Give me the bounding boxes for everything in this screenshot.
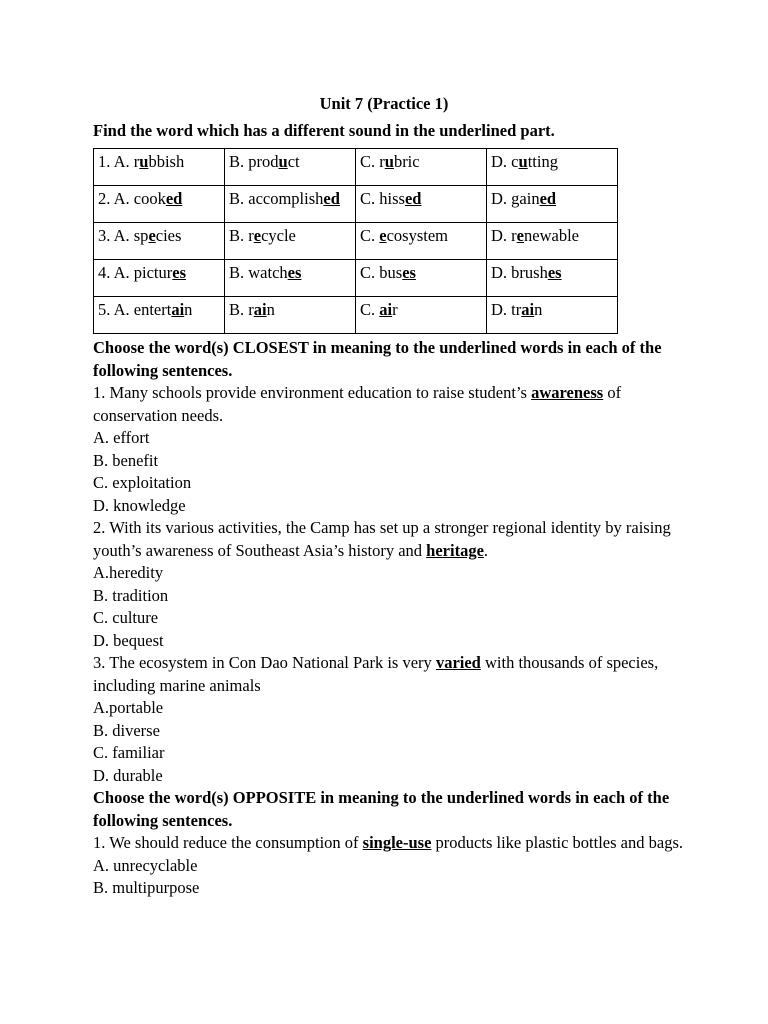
option-text: D. c — [491, 152, 519, 171]
table-row — [94, 223, 618, 260]
option-text: 5. A. entert — [98, 300, 172, 319]
answer-option: B. multipurpose — [93, 878, 200, 897]
question-stem: of conservation needs. — [93, 383, 622, 425]
option-text: n — [534, 300, 543, 319]
option-text: bbish — [148, 152, 185, 171]
underlined-part: e — [148, 226, 156, 245]
question-stem: . — [483, 540, 489, 560]
section1-instruction: Find the word which has a different sound in the underlined part. — [93, 120, 555, 140]
answer-option-cell — [356, 223, 487, 260]
option-text: 1. A. r — [98, 152, 140, 171]
underlined-part: ed — [323, 189, 340, 208]
underlined-part: u — [139, 152, 149, 171]
answer-option-cell — [94, 223, 225, 260]
option-text: newable — [524, 226, 579, 245]
underlined-part: ed — [165, 189, 183, 208]
underlined-part: u — [384, 152, 394, 171]
answer-option: A.portable — [93, 698, 164, 717]
underlined-part: es — [547, 263, 562, 282]
answer-option-cell — [225, 149, 356, 186]
answer-option: B. diverse — [93, 720, 160, 740]
option-text: r — [392, 300, 398, 319]
table-row — [94, 149, 618, 186]
answer-option: D. bequest — [93, 630, 164, 650]
underlined-word: awareness — [531, 383, 604, 402]
answer-option-cell — [356, 149, 487, 186]
option-text: 4. A. pictur — [98, 263, 173, 282]
answer-option-cell — [487, 297, 618, 334]
question-stem: 1. We should reduce the consumption of — [93, 833, 363, 852]
page-title: Unit 7 (Practice 1) — [319, 94, 449, 113]
option-text: B. accomplish — [229, 189, 324, 208]
answer-option: D. durable — [93, 765, 163, 785]
option-text: 2. A. cook — [98, 189, 166, 208]
section3-questions — [93, 832, 683, 900]
sound-table — [93, 148, 618, 334]
option-text: 3. A. sp — [98, 226, 149, 245]
answer-option-cell — [225, 260, 356, 297]
table-row — [94, 297, 618, 334]
section3-instruction: Choose the word(s) OPPOSITE in meaning to the underlined words in each of the following sentences. — [93, 788, 670, 830]
underlined-part: u — [278, 152, 288, 171]
question-text — [93, 517, 683, 562]
option-text: C. — [360, 300, 380, 319]
option-text: cosystem — [386, 226, 449, 245]
question-stem: 3. The ecosystem in Con Dao National Park is very — [93, 653, 436, 672]
option-text: cies — [155, 226, 182, 245]
answer-option: B. benefit — [93, 450, 159, 470]
underlined-word: single-use — [362, 833, 432, 852]
underlined-part: ed — [539, 189, 557, 208]
option-text: D. tr — [491, 300, 522, 319]
answer-option-cell — [487, 223, 618, 260]
answer-option-cell — [487, 260, 618, 297]
answer-option: A. unrecyclable — [93, 855, 198, 875]
question-text — [93, 652, 683, 697]
option-text: C. r — [360, 152, 385, 171]
answer-option: C. culture — [93, 608, 159, 627]
option-text: n — [266, 300, 275, 319]
option-text: C. bus — [360, 263, 403, 282]
answer-option-cell — [356, 260, 487, 297]
answer-option-cell — [94, 149, 225, 186]
answer-option-cell — [225, 223, 356, 260]
underlined-part: e — [516, 226, 524, 245]
answer-option: B. tradition — [93, 585, 169, 605]
underlined-part: es — [287, 263, 302, 282]
answer-option-cell — [94, 297, 225, 334]
underlined-part: ai — [171, 300, 185, 319]
option-text: D. brush — [491, 263, 548, 282]
question-text — [93, 382, 683, 427]
option-text: ct — [287, 152, 300, 171]
underlined-word: varied — [435, 653, 481, 672]
underlined-part: u — [518, 152, 528, 171]
section2-questions — [93, 382, 683, 787]
answer-option-cell — [356, 186, 487, 223]
answer-option: C. exploitation — [93, 473, 192, 492]
answer-option: A. effort — [93, 428, 150, 447]
option-text: D. gain — [491, 189, 540, 208]
underlined-part: ai — [379, 300, 393, 319]
underlined-part: e — [379, 226, 387, 245]
question-text — [93, 832, 683, 855]
option-text: bric — [393, 152, 420, 171]
option-text: cycle — [261, 226, 296, 245]
answer-option-cell — [94, 186, 225, 223]
answer-option: D. knowledge — [93, 495, 186, 515]
underlined-part: es — [172, 263, 186, 282]
option-text: B. r — [229, 226, 254, 245]
option-text: C. hiss — [360, 189, 405, 208]
answer-option-cell — [487, 186, 618, 223]
option-text: B. prod — [229, 152, 279, 171]
question-stem: 2. With its various activities, the Camp has set up a stronger regional identity by raising youth’s awareness of Southeast Asia’s history and — [93, 518, 671, 560]
underlined-part: es — [402, 263, 416, 282]
underlined-part: ai — [253, 300, 267, 319]
underlined-part: ai — [521, 300, 535, 319]
answer-option-cell — [487, 149, 618, 186]
underlined-part: ed — [404, 189, 422, 208]
answer-option-cell — [94, 260, 225, 297]
answer-option-cell — [356, 297, 487, 334]
table-row — [94, 260, 618, 297]
document-body — [93, 93, 683, 900]
option-text: B. watch — [229, 263, 288, 282]
answer-option: C. familiar — [93, 743, 165, 762]
table-row — [94, 186, 618, 223]
option-text: D. r — [491, 226, 517, 245]
underlined-word: heritage — [426, 540, 484, 560]
question-stem: products like plastic bottles and bags. — [431, 833, 683, 852]
question-stem: 1. Many schools provide environment education to raise student’s — [93, 383, 532, 402]
answer-option: A.heredity — [93, 563, 164, 582]
question-stem: with thousands of species, including marine animals — [93, 653, 659, 695]
option-text: n — [184, 300, 193, 319]
answer-option-cell — [225, 186, 356, 223]
answer-option-cell — [225, 297, 356, 334]
underlined-part: e — [253, 226, 262, 245]
option-text: tting — [527, 152, 558, 171]
option-text: C. — [360, 226, 380, 245]
option-text: B. r — [229, 300, 254, 319]
section2-instruction: Choose the word(s) CLOSEST in meaning to the underlined words in each of the following sentences. — [93, 338, 662, 380]
